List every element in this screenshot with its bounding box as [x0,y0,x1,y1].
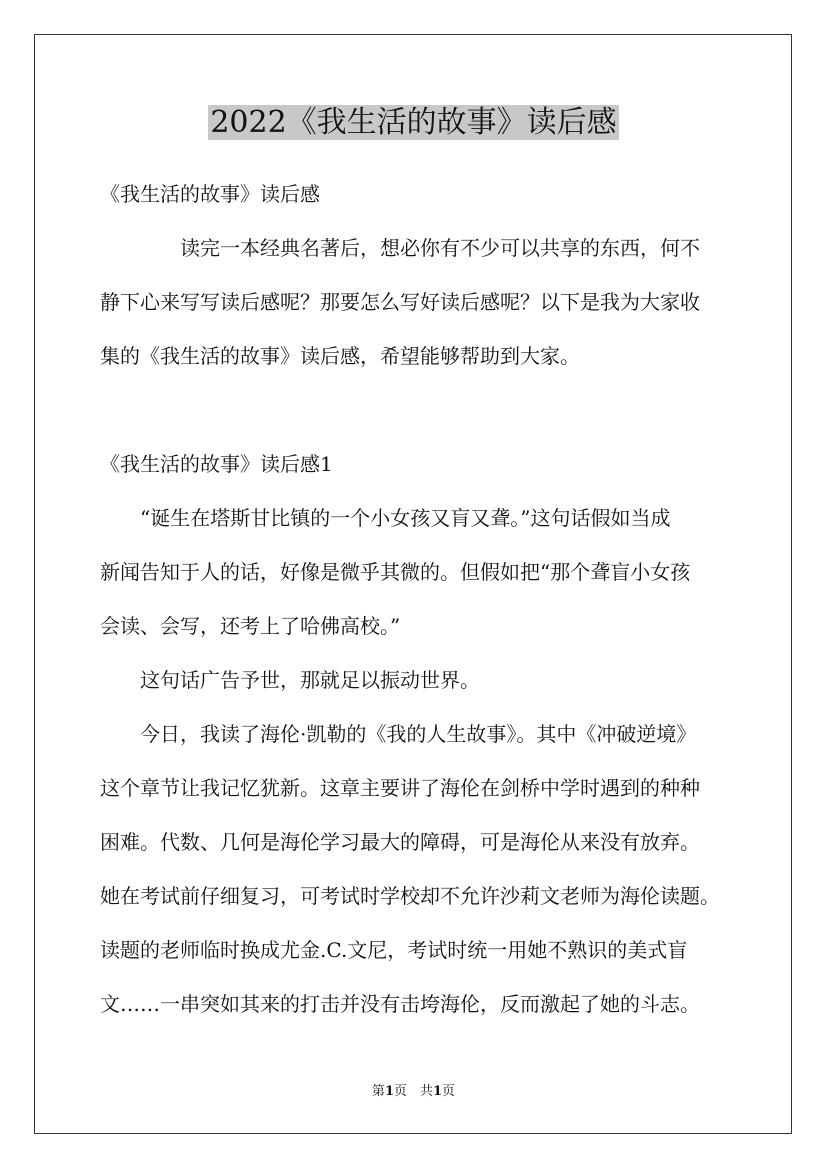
body-line: 文……一串突如其来的打击并没有击垮海伦，反而激起了她的斗志。 [100,992,700,1016]
footer-prefix: 第 [371,1084,385,1099]
page-footer [0,1083,827,1101]
body-line: 新闻告知于人的话，好像是微乎其微的。但假如把“那个聋盲小女孩 [100,560,691,584]
document-title [0,102,827,144]
intro-line: 集的《我生活的故事》读后感，希望能够帮助到大家。 [100,344,580,368]
section-heading: 《我生活的故事》读后感1 [100,452,333,476]
body-line: 这句话广告予世，那就足以振动世界。 [140,668,480,692]
intro-line: 静下心来写写读后感呢？那要怎么写好读后感呢？以下是我为大家收 [100,290,700,314]
body-line: 她在考试前仔细复习，可考试时学校却不允许沙莉文老师为海伦读题。 [100,884,720,908]
body-line: “诞生在塔斯甘比镇的一个小女孩又肓又聋。”这句话假如当成 [140,506,671,530]
body-line: 会读、会写，还考上了哈佛高校。” [100,614,401,638]
intro-line: 读完一本经典名著后，想必你有不少可以共享的东西，何不 [180,236,700,260]
body-line: 困难。代数、几何是海伦学习最大的障碍，可是海伦从来没有放弃。 [100,830,700,854]
footer-suffix: 页 [442,1084,456,1099]
subtitle: 《我生活的故事》读后感 [100,182,320,206]
body-line: 这个章节让我记忆犹新。这章主要讲了海伦在剑桥中学时遇到的种种 [100,776,700,800]
footer-page-number: 1 [384,1084,394,1099]
body-line: 今日，我读了海伦·凯勒的《我的人生故事》。其中《冲破逆境》 [140,722,697,746]
body-line: 读题的老师临时换成尤金.C.文尼，考试时统一用她不熟识的美式盲 [100,938,688,962]
document-title-text: 2022《我生活的故事》读后感 [210,105,617,140]
footer-mid: 页 共 [393,1084,433,1099]
footer-total-pages: 1 [433,1084,443,1099]
